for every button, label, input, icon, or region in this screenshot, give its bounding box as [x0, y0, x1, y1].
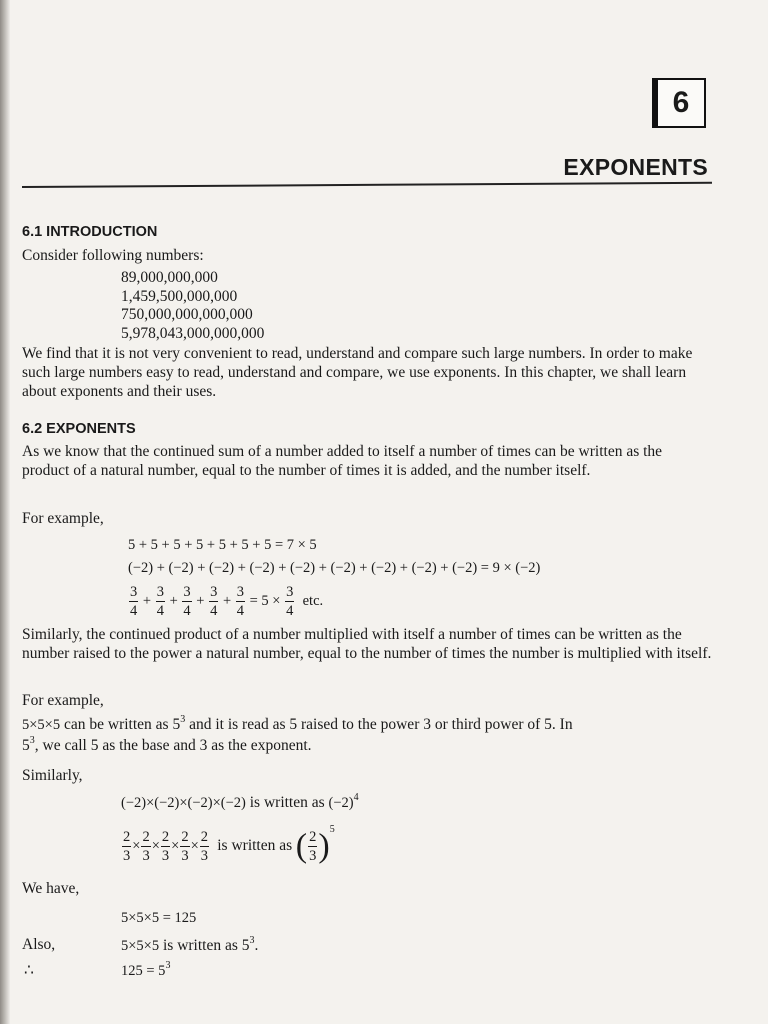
fraction: $\frac{2}{3}$ — [200, 829, 208, 864]
fraction: $\frac{3}{4}$ — [236, 584, 244, 619]
fraction-power-line: $\frac{2}{3}$ × $\frac{2}{3}$ × $\frac{2}{3}$ × $\frac{2}{3}$ × $\frac{2}{3}$ is written as ( $\frac{2}{3}$ )$^5$ — [123, 824, 335, 865]
fraction: $\frac{2}{3}$ — [142, 829, 150, 864]
exponents-paragraph-1: As we know that the continued sum of a number added to itself a number of times can be written as the product of a natural number, equal to the number of times it is added, and the number itself. — [22, 443, 663, 479]
fraction-sum-equation: $\frac{3}{4}$ + $\frac{3}{4}$ + $\frac{3}{4}$ + $\frac{3}{4}$ + $\frac{3}{4}$ = 5 × $\frac{3}{4}$ etc. — [130, 584, 324, 619]
fraction: $\frac{3}{4}$ — [286, 584, 294, 619]
fraction: $\frac{3}{4}$ — [130, 584, 138, 619]
therefore-symbol: ∴ — [24, 962, 34, 979]
exponents-paragraph-2: Similarly, the continued product of a number multiplied with itself a number of times can be written as the number raised to the power a natural number, equal to the number of times the number is multiplied with itself. — [22, 626, 712, 662]
intro-lead: Consider following numbers: — [22, 247, 204, 264]
number-list — [121, 269, 264, 343]
fraction: $\frac{2}{3}$ — [309, 829, 317, 864]
equation-125-power: $125 = 5^3$ — [121, 960, 171, 979]
number-item: 89,000,000,000 — [121, 269, 218, 286]
fraction: $\frac{2}{3}$ — [123, 829, 131, 864]
fraction: $\frac{2}{3}$ — [181, 829, 189, 864]
number-item: 1,459,500,000,000 — [121, 287, 238, 305]
book-spine-shadow — [0, 0, 10, 1024]
chapter-number: 6 — [672, 86, 690, 119]
fraction: $\frac{3}{4}$ — [210, 584, 218, 619]
for-example-label: For example, — [22, 510, 104, 527]
section-heading-exponents: 6.2 EXPONENTS — [22, 421, 136, 437]
equation-written-as: 5×5×5 is written as $5^3$. — [121, 935, 259, 954]
number-item: 5,978,043,000,000,000 — [121, 324, 265, 342]
example-sentence-line-2: $5^3$, we call 5 as the base and 3 as the exponent. — [22, 735, 312, 754]
sum-equation-1: 5 + 5 + 5 + 5 + 5 + 5 + 5 = 7 × 5 — [128, 537, 317, 553]
fraction: $\frac{3}{4}$ — [183, 584, 191, 619]
title-rule — [22, 182, 712, 188]
chapter-number-box — [652, 78, 706, 128]
negative-power-line: (−2)×(−2)×(−2)×(−2) is written as $(-2)^4$ — [121, 792, 359, 811]
sum-equation-2: (−2) + (−2) + (−2) + (−2) + (−2) + (−2) + (−2) + (−2) + (−2) = 9 × (−2) — [128, 560, 541, 576]
chapter-title: EXPONENTS — [563, 154, 708, 180]
fraction: $\frac{2}{3}$ — [161, 829, 170, 864]
number-item: 750,000,000,000,000 — [121, 306, 253, 323]
similarly-label: Similarly, — [22, 767, 83, 784]
section-heading-introduction: 6.1 INTRODUCTION — [22, 224, 158, 240]
equation-125: 5×5×5 = 125 — [121, 910, 197, 926]
fraction: $\frac{3}{4}$ — [156, 584, 164, 619]
for-example-label: For example, — [22, 692, 104, 709]
we-have-label: We have, — [22, 880, 80, 897]
intro-paragraph: We find that it is not very convenient to read, understand and compare such large numbers. In order to make such large numbers easy to read, understand and compare, we use exponents. In this chapter, we shall learn about exponents and their uses. — [22, 345, 693, 400]
example-sentence-line-1: 5×5×5 can be written as $5^3$ and it is read as 5 raised to the power 3 or third power of 5. In — [22, 714, 573, 733]
also-label: Also, — [22, 936, 56, 953]
